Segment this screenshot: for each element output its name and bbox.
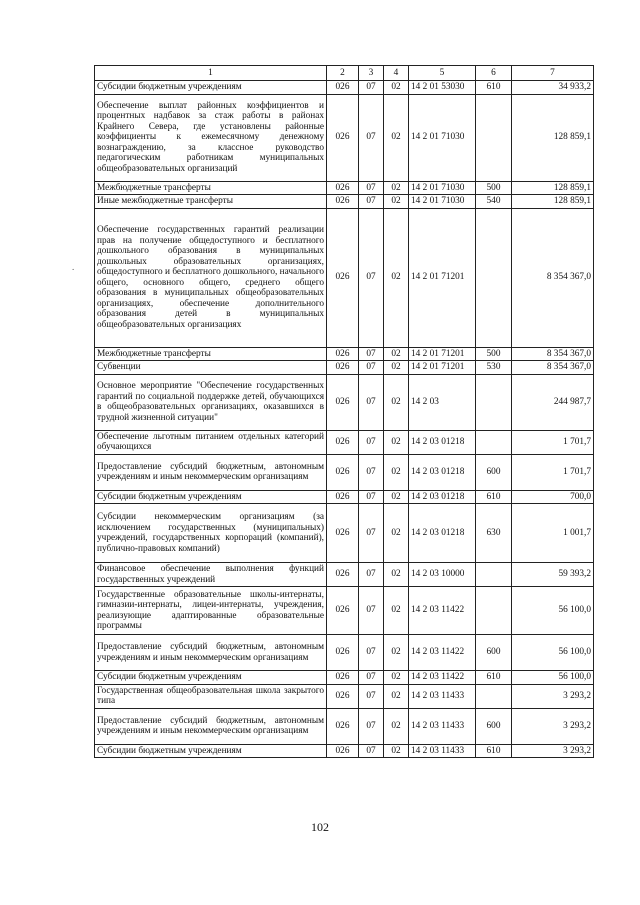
item-name-cell: Обеспечение льготным питанием отдельных категорий обучающихся — [95, 430, 327, 454]
item-name-cell: Предоставление субсидий бюджетным, автономным учреждениям и иным некоммерческим организациям — [95, 708, 327, 744]
subsection-code-cell: 02 — [384, 490, 409, 504]
ministry-code-cell: 026 — [327, 94, 359, 181]
subsection-code-cell: 02 — [384, 195, 409, 209]
amount-cell: 56 100,0 — [512, 671, 594, 685]
ministry-code-cell: 026 — [327, 635, 359, 671]
section-code-cell: 07 — [359, 635, 384, 671]
ministry-code-cell: 026 — [327, 81, 359, 95]
section-code-cell: 07 — [359, 587, 384, 635]
column-header-1: 1 — [95, 66, 327, 81]
item-name-cell: Межбюджетные трансферты — [95, 181, 327, 195]
table-row — [95, 195, 594, 209]
subsection-code-cell: 02 — [384, 635, 409, 671]
section-code-cell: 07 — [359, 347, 384, 361]
target-article-code-cell: 14 2 03 01218 — [409, 504, 476, 563]
target-article-code-cell: 14 2 03 11422 — [409, 635, 476, 671]
table-row — [95, 81, 594, 95]
expense-type-code-cell — [476, 684, 512, 708]
section-code-cell: 07 — [359, 195, 384, 209]
table-row — [95, 347, 594, 361]
subsection-code-cell: 02 — [384, 563, 409, 587]
page-number: 102 — [311, 820, 329, 834]
section-code-cell: 07 — [359, 181, 384, 195]
ministry-code-cell: 026 — [327, 208, 359, 347]
amount-cell: 3 293,2 — [512, 708, 594, 744]
table-row — [95, 671, 594, 685]
section-code-cell: 07 — [359, 744, 384, 758]
table-row — [95, 587, 594, 635]
amount-cell: 128 859,1 — [512, 94, 594, 181]
subsection-code-cell: 02 — [384, 744, 409, 758]
table-row — [95, 708, 594, 744]
section-code-cell: 07 — [359, 684, 384, 708]
column-header-5: 5 — [409, 66, 476, 81]
table-row — [95, 454, 594, 490]
budget-table — [94, 65, 594, 758]
ministry-code-cell: 026 — [327, 563, 359, 587]
target-article-code-cell: 14 2 01 71030 — [409, 94, 476, 181]
amount-cell: 700,0 — [512, 490, 594, 504]
subsection-code-cell: 02 — [384, 684, 409, 708]
ministry-code-cell: 026 — [327, 181, 359, 195]
section-code-cell: 07 — [359, 504, 384, 563]
table-row — [95, 490, 594, 504]
target-article-code-cell: 14 2 01 71201 — [409, 208, 476, 347]
expense-type-code-cell: 610 — [476, 490, 512, 504]
item-name-cell: Обеспечение государственных гарантий реализации прав на получение общедоступного и бесплатного дошкольного образования в муниципальных дошкольных образовательных организациях, общедоступного и бесплатного дошкольного, начального общего, основного общего, среднего общего образования в муниципальных общеобразовательных организациях, обеспечение дополнительного образования детей в муниципальных общеобразовательных организациях — [95, 208, 327, 347]
item-name-cell: Предоставление субсидий бюджетным, автономным учреждениям и иным некоммерческим организациям — [95, 454, 327, 490]
item-name-cell: Межбюджетные трансферты — [95, 347, 327, 361]
item-name-cell: Субсидии некоммерческим организациям (за исключением государственных (муниципальных) учреждений, государственных корпораций (компаний), публично-правовых компаний) — [95, 504, 327, 563]
expense-type-code-cell: 500 — [476, 347, 512, 361]
table-row — [95, 430, 594, 454]
item-name-cell: Субсидии бюджетным учреждениям — [95, 671, 327, 685]
ministry-code-cell: 026 — [327, 195, 359, 209]
expense-type-code-cell — [476, 94, 512, 181]
column-header-3: 3 — [359, 66, 384, 81]
target-article-code-cell: 14 2 03 11433 — [409, 708, 476, 744]
item-name-cell: Основное мероприятие "Обеспечение государственных гарантий по социальной поддержке детей, обучающихся в общеобразовательных организациях, оказавшихся в трудной жизненной ситуации" — [95, 374, 327, 430]
ministry-code-cell: 026 — [327, 361, 359, 375]
header-row — [95, 66, 594, 81]
ministry-code-cell: 026 — [327, 684, 359, 708]
section-code-cell: 07 — [359, 454, 384, 490]
ministry-code-cell: 026 — [327, 671, 359, 685]
ministry-code-cell: 026 — [327, 587, 359, 635]
column-header-6: 6 — [476, 66, 512, 81]
subsection-code-cell: 02 — [384, 504, 409, 563]
subsection-code-cell: 02 — [384, 347, 409, 361]
table-row — [95, 361, 594, 375]
amount-cell: 128 859,1 — [512, 195, 594, 209]
section-code-cell: 07 — [359, 361, 384, 375]
expense-type-code-cell: 600 — [476, 454, 512, 490]
table-header — [95, 66, 594, 81]
target-article-code-cell: 14 2 03 — [409, 374, 476, 430]
target-article-code-cell: 14 2 03 11433 — [409, 744, 476, 758]
table-row — [95, 504, 594, 563]
amount-cell: 8 354 367,0 — [512, 361, 594, 375]
item-name-cell: Финансовое обеспечение выполнения функций государственных учреждений — [95, 563, 327, 587]
target-article-code-cell: 14 2 03 01218 — [409, 430, 476, 454]
expense-type-code-cell — [476, 430, 512, 454]
target-article-code-cell: 14 2 01 71201 — [409, 361, 476, 375]
column-header-4: 4 — [384, 66, 409, 81]
subsection-code-cell: 02 — [384, 454, 409, 490]
target-article-code-cell: 14 2 01 71201 — [409, 347, 476, 361]
subsection-code-cell: 02 — [384, 374, 409, 430]
amount-cell: 8 354 367,0 — [512, 208, 594, 347]
item-name-cell: Субсидии бюджетным учреждениям — [95, 490, 327, 504]
item-name-cell: Субвенции — [95, 361, 327, 375]
subsection-code-cell: 02 — [384, 94, 409, 181]
amount-cell: 56 100,0 — [512, 635, 594, 671]
subsection-code-cell: 02 — [384, 708, 409, 744]
target-article-code-cell: 14 2 03 01218 — [409, 454, 476, 490]
expense-type-code-cell: 600 — [476, 635, 512, 671]
expense-type-code-cell: 600 — [476, 708, 512, 744]
table-row — [95, 563, 594, 587]
section-code-cell: 07 — [359, 208, 384, 347]
scan-mark: . — [72, 262, 75, 272]
amount-cell: 56 100,0 — [512, 587, 594, 635]
item-name-cell: Субсидии бюджетным учреждениям — [95, 744, 327, 758]
target-article-code-cell: 14 2 03 11433 — [409, 684, 476, 708]
amount-cell: 244 987,7 — [512, 374, 594, 430]
item-name-cell: Государственная общеобразовательная школа закрытого типа — [95, 684, 327, 708]
amount-cell: 128 859,1 — [512, 181, 594, 195]
subsection-code-cell: 02 — [384, 181, 409, 195]
table-body — [95, 81, 594, 758]
amount-cell: 1 701,7 — [512, 430, 594, 454]
column-header-2: 2 — [327, 66, 359, 81]
ministry-code-cell: 026 — [327, 430, 359, 454]
table-row — [95, 635, 594, 671]
expense-type-code-cell: 630 — [476, 504, 512, 563]
ministry-code-cell: 026 — [327, 454, 359, 490]
expense-type-code-cell: 610 — [476, 81, 512, 95]
section-code-cell: 07 — [359, 430, 384, 454]
item-name-cell: Государственные образовательные школы-интернаты, гимназии-интернаты, лицеи-интернаты, учреждения, реализующие адаптированные образовательные программы — [95, 587, 327, 635]
expense-type-code-cell: 610 — [476, 671, 512, 685]
table-row — [95, 374, 594, 430]
section-code-cell: 07 — [359, 490, 384, 504]
amount-cell: 34 933,2 — [512, 81, 594, 95]
expense-type-code-cell: 540 — [476, 195, 512, 209]
expense-type-code-cell — [476, 563, 512, 587]
item-name-cell: Иные межбюджетные трансферты — [95, 195, 327, 209]
amount-cell: 3 293,2 — [512, 684, 594, 708]
target-article-code-cell: 14 2 01 71030 — [409, 195, 476, 209]
subsection-code-cell: 02 — [384, 361, 409, 375]
amount-cell: 1 701,7 — [512, 454, 594, 490]
ministry-code-cell: 026 — [327, 374, 359, 430]
item-name-cell: Обеспечение выплат районных коэффициентов и процентных надбавок за стаж работы в районах Крайнего Севера, где установлены районные коэффициенты к ежемесячному денежному вознаграждению, за классное руководство педагогическим работникам муниципальных общеобразовательных организаций — [95, 94, 327, 181]
table-row — [95, 181, 594, 195]
ministry-code-cell: 026 — [327, 708, 359, 744]
expense-type-code-cell — [476, 374, 512, 430]
subsection-code-cell: 02 — [384, 208, 409, 347]
expense-type-code-cell: 610 — [476, 744, 512, 758]
section-code-cell: 07 — [359, 708, 384, 744]
section-code-cell: 07 — [359, 671, 384, 685]
subsection-code-cell: 02 — [384, 430, 409, 454]
section-code-cell: 07 — [359, 563, 384, 587]
expense-type-code-cell — [476, 587, 512, 635]
subsection-code-cell: 02 — [384, 587, 409, 635]
amount-cell: 3 293,2 — [512, 744, 594, 758]
ministry-code-cell: 026 — [327, 347, 359, 361]
subsection-code-cell: 02 — [384, 81, 409, 95]
target-article-code-cell: 14 2 01 53030 — [409, 81, 476, 95]
table-row — [95, 744, 594, 758]
expense-type-code-cell: 500 — [476, 181, 512, 195]
table-row — [95, 684, 594, 708]
expense-type-code-cell — [476, 208, 512, 347]
subsection-code-cell: 02 — [384, 671, 409, 685]
column-header-7: 7 — [512, 66, 594, 81]
amount-cell: 1 001,7 — [512, 504, 594, 563]
amount-cell: 8 354 367,0 — [512, 347, 594, 361]
target-article-code-cell: 14 2 03 11422 — [409, 671, 476, 685]
expense-type-code-cell: 530 — [476, 361, 512, 375]
target-article-code-cell: 14 2 01 71030 — [409, 181, 476, 195]
ministry-code-cell: 026 — [327, 744, 359, 758]
table-row — [95, 94, 594, 181]
table-row — [95, 208, 594, 347]
ministry-code-cell: 026 — [327, 504, 359, 563]
target-article-code-cell: 14 2 03 10000 — [409, 563, 476, 587]
target-article-code-cell: 14 2 03 01218 — [409, 490, 476, 504]
section-code-cell: 07 — [359, 374, 384, 430]
ministry-code-cell: 026 — [327, 490, 359, 504]
section-code-cell: 07 — [359, 81, 384, 95]
target-article-code-cell: 14 2 03 11422 — [409, 587, 476, 635]
item-name-cell: Субсидии бюджетным учреждениям — [95, 81, 327, 95]
amount-cell: 59 393,2 — [512, 563, 594, 587]
item-name-cell: Предоставление субсидий бюджетным, автономным учреждениям и иным некоммерческим организациям — [95, 635, 327, 671]
section-code-cell: 07 — [359, 94, 384, 181]
